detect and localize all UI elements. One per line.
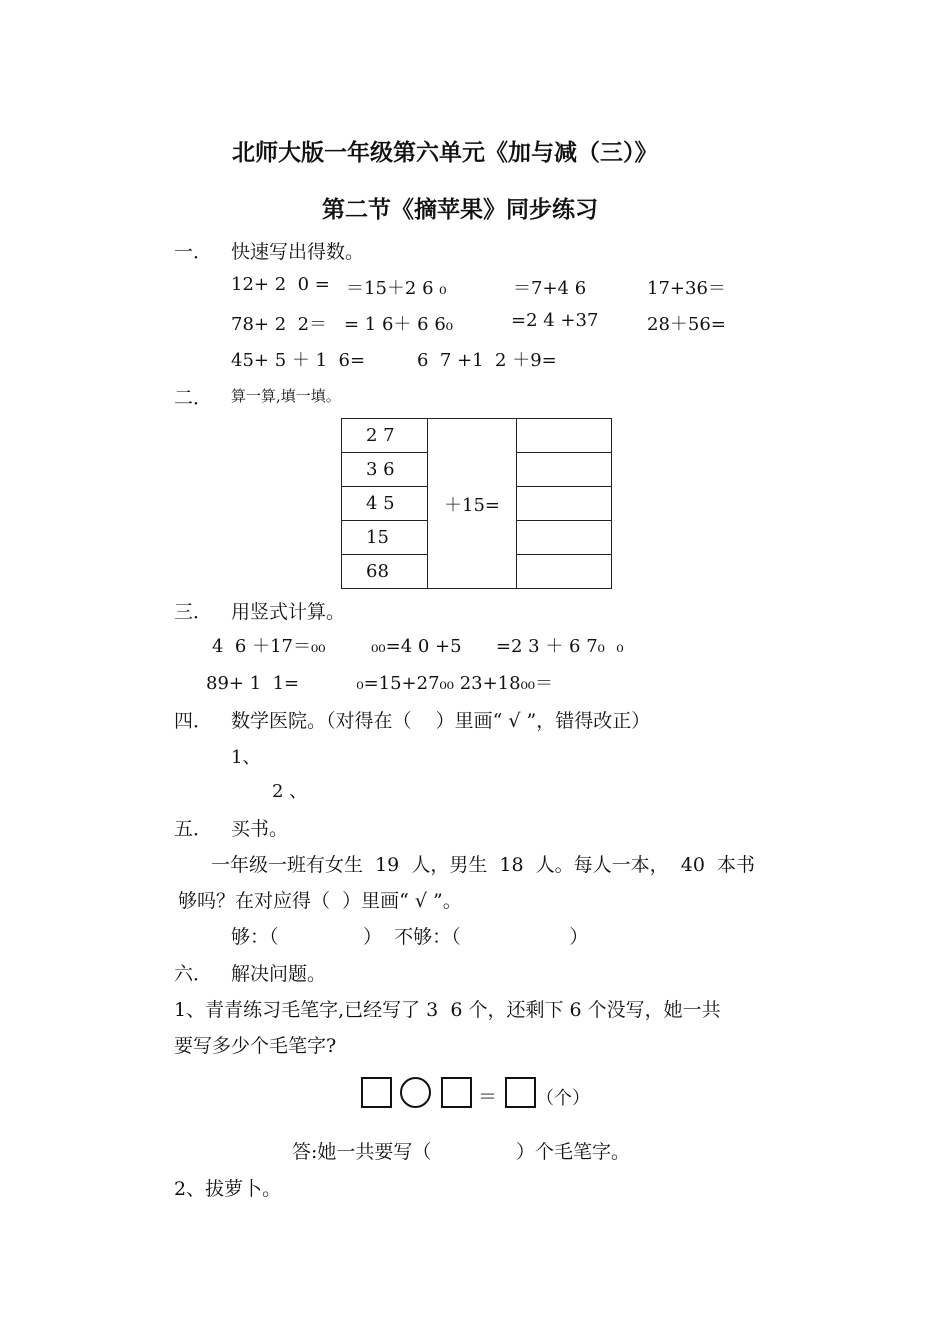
problem-text: 要写多少个毛笔字? (174, 1035, 337, 1057)
section-1-title: 快速写出得数。 (231, 241, 365, 263)
section-5-title: 买书。 (231, 818, 289, 840)
problem-text: 一年级一班有女生 19 人，男生 18 人。每人一本， 40 本书 (211, 854, 756, 876)
table-answer-cell[interactable] (517, 419, 612, 453)
table-answer-cell[interactable] (517, 555, 612, 589)
unit-label: （个） (536, 1088, 590, 1109)
problem-text: 2、拔萝卜。 (174, 1178, 282, 1200)
answer-line: 够：（ ） 不够：（ ） (231, 926, 589, 948)
table-number-cell: 15 (342, 521, 428, 555)
exercise-item: 28＋56= (647, 314, 726, 335)
exercise-row: 89+ 1 1= ₀=15+27₀₀ 23+18₀₀＝ (206, 673, 554, 694)
section-2-title: 算一算,填一填。 (231, 387, 341, 405)
table-number-cell: 4 5 (342, 487, 428, 521)
answer-box[interactable] (505, 1077, 536, 1108)
table-number-cell: 3 6 (342, 453, 428, 487)
exercise-item: ＝15＋2 6 ₀ (346, 278, 447, 299)
exercise-item: = 1 6＋ 6 6₀ (344, 314, 453, 335)
section-6-number: 六． (174, 963, 213, 985)
table-number-cell: 2 7 (342, 419, 428, 453)
exercise-item: 45+ 5 ＋ 1 6= (231, 350, 366, 371)
exercise-item: 6 7 +1 2 ＋9= (417, 350, 557, 371)
table-operator-cell: ＋15= (428, 419, 517, 589)
exercise-row: 4 6 ＋17＝₀₀ ₀₀=4 0 +5 =2 3 ＋ 6 7₀ ₀ (212, 636, 624, 657)
list-item: 1、 (231, 747, 261, 768)
operator-circle[interactable] (400, 1077, 431, 1108)
exercise-item: ＝7+4 6 (513, 278, 587, 299)
section-3-number: 三． (174, 601, 213, 623)
section-3-title: 用竖式计算。 (231, 601, 346, 623)
exercise-item: 12+ 2 0 = (231, 274, 330, 295)
table-answer-cell[interactable] (517, 453, 612, 487)
exercise-item: =2 4 +37 (511, 310, 599, 331)
section-2-number: 二． (174, 387, 213, 409)
addition-table (341, 418, 612, 589)
section-4-title: 数学医院。（对得在（ ）里画“ √ ”，错得改正） (231, 710, 651, 732)
exercise-item: 78+ 2 2＝ (231, 314, 328, 335)
answer-line: 答:她一共要写（ ）个毛笔字。 (292, 1141, 630, 1163)
section-1-number: 一． (174, 241, 213, 263)
list-item: 2 、 (272, 781, 308, 802)
exercise-item: 17+36＝ (647, 278, 726, 299)
answer-box[interactable] (441, 1077, 472, 1108)
section-5-number: 五． (174, 818, 213, 840)
equals-sign: ＝ (478, 1086, 498, 1108)
problem-text: 1、青青练习毛笔字,已经写了 3 6 个，还剩下 6 个没写，她一共 (174, 999, 721, 1021)
problem-text: 够吗？在对应得（ ）里画“ √ ”。 (178, 890, 462, 912)
table-answer-cell[interactable] (517, 487, 612, 521)
section-4-number: 四． (174, 710, 213, 732)
table-number-cell: 68 (342, 555, 428, 589)
page-subtitle: 第二节《摘苹果》同步练习 (322, 197, 598, 223)
page-title: 北师大版一年级第六单元《加与减（三）》 (232, 140, 658, 166)
answer-box[interactable] (361, 1077, 392, 1108)
table-answer-cell[interactable] (517, 521, 612, 555)
section-6-title: 解决问题。 (231, 963, 327, 985)
